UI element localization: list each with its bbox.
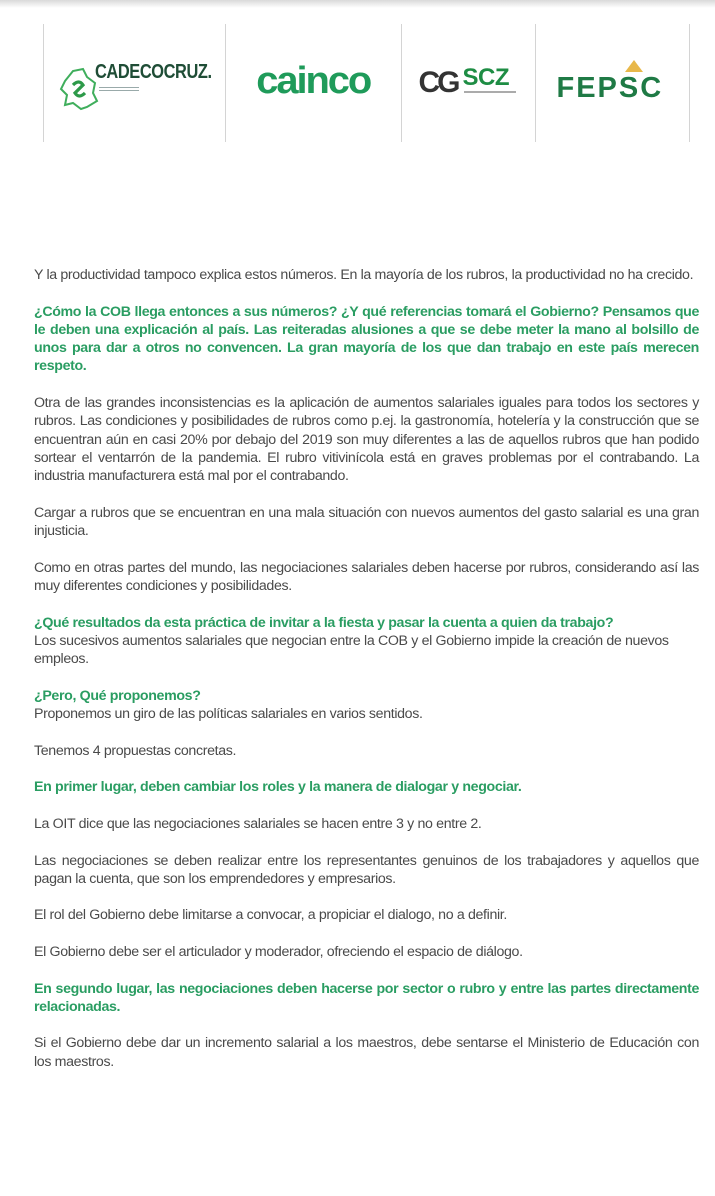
cadecocruz-logo [44, 24, 225, 142]
paragraph: El Gobierno debe ser el articulador y moderador, ofreciendo el espacio de diálogo. [34, 943, 523, 960]
question-paragraph [34, 614, 699, 669]
paragraph: El rol del Gobierno debe limitarse a convocar, a propiciar el dialogo, no a definir. [34, 907, 507, 924]
proposal-intro [34, 687, 699, 724]
question-heading: ¿Qué resultados da esta práctica de invitar a la fiesta y pasar la cuenta a quien da trabajo? [34, 614, 614, 631]
highlight-paragraph: En segundo lugar, las negociaciones deben hacerse por sector o rubro y entre las partes directamente relacionadas. [34, 980, 699, 1015]
triangle-icon [625, 60, 643, 72]
logo-bar [0, 24, 715, 142]
paragraph: La OIT dice que las negociaciones salariales se hacen entre 3 y no entre 2. [34, 815, 482, 832]
paragraph: Si el Gobierno debe dar un incremento salarial a los maestros, debe sentarse el Ministerio de Educación con los maestros. [34, 1035, 699, 1070]
question-answer: Los sucesivos aumentos salariales que negocian entre la COB y el Gobierno impide la creación de nuevos empleos. [34, 632, 669, 668]
highlight-paragraph: En primer lugar, deben cambiar los roles y la manera de dialogar y negociar. [34, 779, 522, 796]
paragraph: Como en otras partes del mundo, las negociaciones salariales deben hacerse por rubros, considerando así las muy diferentes condiciones y posibilidades. [34, 559, 699, 595]
top-shadow [0, 0, 715, 8]
paragraph: Las negociaciones se deben realizar entre los representantes genuinos de los trabajadores y aquellos que pagan la cuenta, que son los emprendedores y empresarios. [34, 852, 699, 887]
cainco-wordmark: cainco [256, 59, 371, 102]
cgscz-wordmark-cg: CG [418, 66, 458, 99]
cadecocruz-subtitle [99, 87, 139, 93]
bolivia-map-icon [59, 67, 99, 111]
highlight-paragraph: ¿Cómo la COB llega entonces a sus números? ¿Y qué referencias tomará el Gobierno? Pensamos que le deben una explicación al país. Las reiteradas alusiones a que se debe meter la mano al bolsillo de unos para dar a otros no convencen. La gran mayoría de los que dan trabajo en este país merecen respeto. [34, 303, 699, 375]
article-body [34, 266, 699, 1089]
cainco-logo [226, 24, 401, 142]
cgscz-wordmark-scz: SCZ [462, 64, 509, 91]
logo-divider [689, 24, 690, 142]
paragraph: Cargar a rubros que se encuentran en una mala situación con nuevos aumentos del gasto salarial es una gran injusticia. [34, 504, 699, 540]
paragraph: Tenemos 4 propuestas concretas. [34, 742, 237, 759]
cgscz-logo [402, 24, 535, 142]
fepsc-wordmark: FEPSC [556, 72, 664, 104]
cadecocruz-wordmark: CADECOCRUZ. [94, 61, 212, 83]
paragraph: Otra de las grandes inconsistencias es la aplicación de aumentos salariales iguales para todos los sectores y rubros. Las condiciones y posibilidades de rubros como p.ej. la gastronomía, hotelería y la construcción que se encuentran aún en casi 20% por debajo del 2019 son muy diferentes a las de aquellos rubros que han podido sortear el ventarrón de la pandemia. El rubro vitivinícola está en graves problemas por el contrabando. La industria manufacturera está mal por el contrabando. [34, 395, 699, 485]
cgscz-subtitle [464, 91, 516, 93]
paragraph: Y la productividad tampoco explica estos números. En la mayoría de los rubros, la productividad no ha crecido. [34, 267, 694, 283]
proposal-heading: ¿Pero, Qué proponemos? [34, 687, 201, 704]
fepsc-logo [536, 24, 689, 142]
proposal-text: Proponemos un giro de las políticas salariales en varios sentidos. [34, 706, 423, 723]
